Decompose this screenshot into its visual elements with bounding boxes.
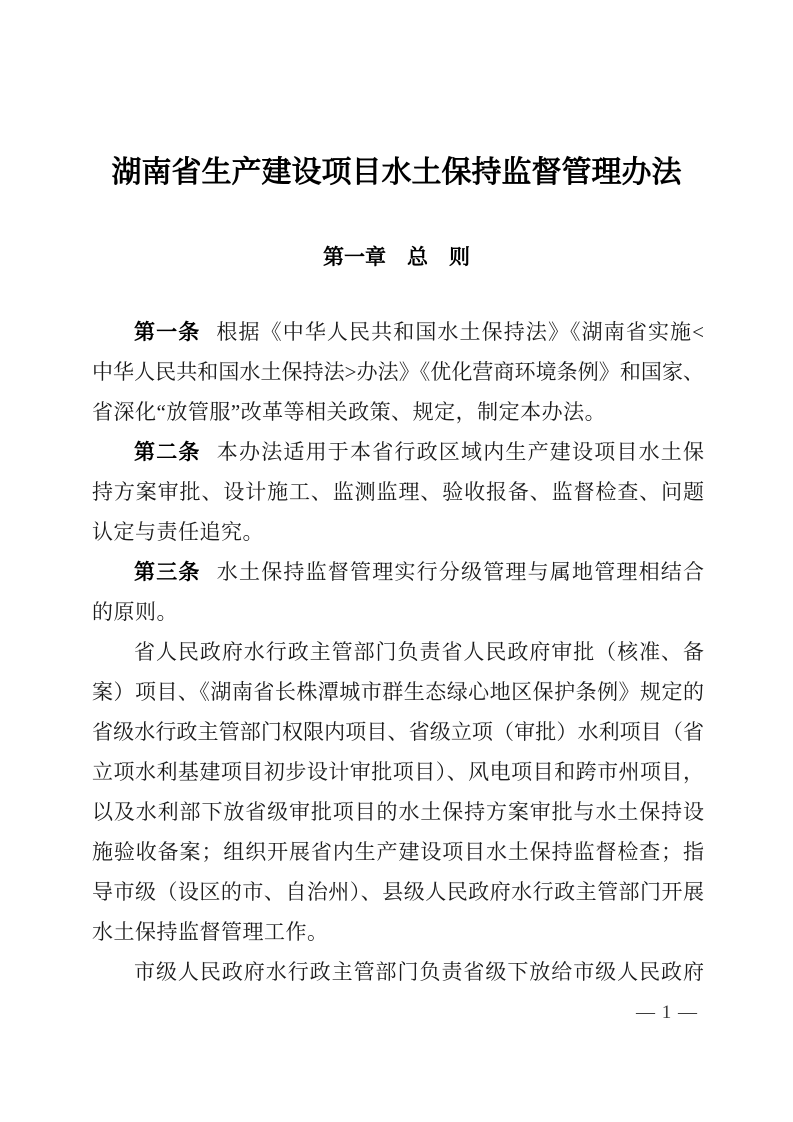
text-line bbox=[92, 472, 704, 512]
line-text: 本办法适用于本省行政区域内生产建设项目水土保 bbox=[215, 440, 705, 464]
text-line bbox=[92, 592, 704, 632]
text-line bbox=[92, 672, 704, 712]
line-text: 导市级（设区的市、自治州）、县级人民政府水行政主管部门开展 bbox=[92, 880, 704, 904]
line-text: 的原则。 bbox=[92, 600, 178, 624]
text-line bbox=[92, 712, 704, 752]
line-text: 省级水行政主管部门权限内项目、省级立项（审批）水利项目（省 bbox=[92, 720, 704, 744]
text-line bbox=[92, 432, 704, 472]
line-text: 持方案审批、设计施工、监测监理、验收报备、监督检查、问题 bbox=[92, 480, 704, 504]
page-number: — 1 — bbox=[636, 1002, 698, 1023]
line-text: 认定与责任追究。 bbox=[92, 520, 264, 544]
line-text: 市级人民政府水行政主管部门负责省级下放给市级人民政府 bbox=[134, 960, 704, 984]
line-text: 立项水利基建项目初步设计审批项目）、风电项目和跨市州项目， bbox=[92, 760, 704, 784]
line-text: 省人民政府水行政主管部门负责省人民政府审批（核准、备 bbox=[134, 640, 704, 664]
text-line bbox=[92, 512, 704, 552]
article-number-label: 第一条 bbox=[134, 321, 201, 344]
article-number-label: 第三条 bbox=[134, 561, 201, 584]
text-line bbox=[92, 312, 704, 352]
line-text: 水土保持监督管理实行分级管理与属地管理相结合 bbox=[215, 560, 705, 584]
text-line bbox=[92, 832, 704, 872]
text-line bbox=[92, 912, 704, 952]
document-body bbox=[92, 312, 704, 992]
line-text: 省深化“放管服”改革等相关政策、规定，制定本办法。 bbox=[92, 400, 607, 424]
text-line bbox=[92, 352, 704, 392]
article-number-label: 第二条 bbox=[134, 441, 201, 464]
text-line bbox=[92, 752, 704, 792]
document-title: 湖南省生产建设项目水土保持监督管理办法 bbox=[111, 156, 682, 189]
text-line bbox=[92, 552, 704, 592]
line-text: 中华人民共和国水土保持法>办法》《优化营商环境条例》和国家、 bbox=[92, 360, 704, 384]
text-line bbox=[92, 952, 704, 992]
text-line bbox=[92, 872, 704, 912]
line-text: 施验收备案；组织开展省内生产建设项目水土保持监督检查；指 bbox=[92, 840, 704, 864]
text-line bbox=[92, 792, 704, 832]
line-text: 案）项目、《湖南省长株潭城市群生态绿心地区保护条例》规定的 bbox=[92, 680, 704, 704]
text-line bbox=[92, 392, 704, 432]
line-text: 根据《中华人民共和国水土保持法》《湖南省实施< bbox=[215, 320, 705, 344]
line-text: 以及水利部下放省级审批项目的水土保持方案审批与水土保持设 bbox=[92, 800, 704, 824]
line-text: 水土保持监督管理工作。 bbox=[92, 920, 329, 944]
chapter-heading: 第一章 总 则 bbox=[323, 246, 470, 269]
text-line bbox=[92, 632, 704, 672]
